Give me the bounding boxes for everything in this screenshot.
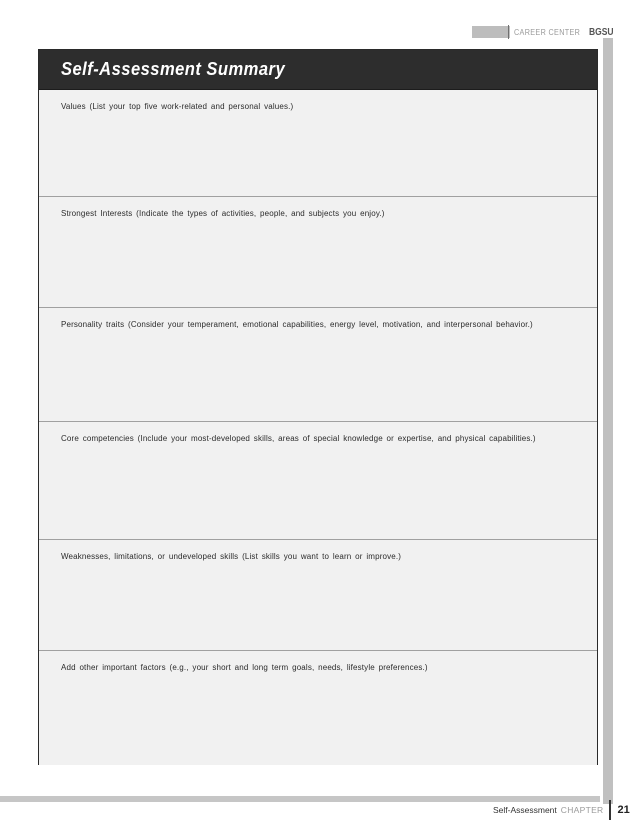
form-title: Self-Assessment Summary	[61, 59, 286, 79]
header-brand: BGSU	[588, 26, 614, 38]
footer-chapter-label: CHAPTER	[560, 805, 604, 815]
page-number: 21	[617, 804, 630, 816]
footer-section-name: Self-Assessment	[493, 805, 557, 815]
section-personality-traits[interactable]	[39, 308, 597, 422]
section-label: Weaknesses, limitations, or undeveloped skills (List skills you want to learn or improve.)	[61, 552, 402, 561]
section-label: Strongest Interests (Indicate the types of activities, people, and subjects you enjoy.)	[61, 209, 385, 218]
footer-edge-mark	[609, 800, 611, 820]
section-label: Personality traits (Consider your temperament, emotional capabilities, energy level, motivation, and interpersonal behavior.)	[61, 320, 533, 329]
self-assessment-form	[38, 49, 598, 765]
section-weaknesses[interactable]	[39, 540, 597, 651]
section-values[interactable]	[39, 90, 597, 197]
section-core-competencies[interactable]	[39, 422, 597, 540]
section-label: Values (List your top five work-related and personal values.)	[61, 102, 294, 111]
section-label: Core competencies (Include your most-developed skills, areas of special knowledge or expertise, and physical capabilities.)	[61, 434, 536, 443]
form-title-bar	[39, 50, 597, 90]
page-footer	[493, 802, 630, 818]
section-label: Add other important factors (e.g., your short and long term goals, needs, lifestyle preferences.)	[61, 663, 428, 672]
section-strongest-interests[interactable]	[39, 197, 597, 308]
header-center-label: CAREER CENTER	[514, 27, 581, 37]
right-accent-rail	[603, 38, 613, 804]
section-other-factors[interactable]	[39, 651, 597, 765]
header-divider	[508, 25, 509, 39]
